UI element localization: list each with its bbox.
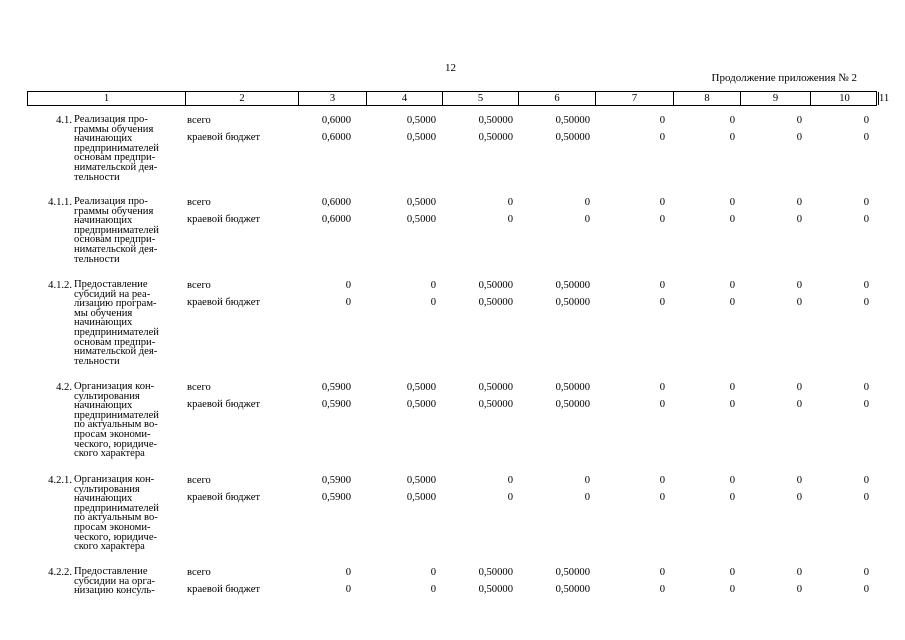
value-col-11: 0 bbox=[863, 132, 869, 143]
value-col-4: 0,6000 bbox=[321, 132, 351, 143]
value-col-6: 0,50000 bbox=[478, 399, 513, 410]
funding-source: краевой бюджет bbox=[187, 214, 261, 225]
row-description bbox=[74, 475, 186, 552]
value-col-10: 0 bbox=[796, 399, 802, 410]
value-col-6: 0,50000 bbox=[478, 567, 513, 578]
value-col-8: 0 bbox=[659, 214, 665, 225]
value-col-11: 0 bbox=[863, 399, 869, 410]
column-header-7: 7 bbox=[595, 92, 673, 105]
column-header-8: 8 bbox=[673, 92, 740, 105]
column-header-5: 5 bbox=[442, 92, 518, 105]
continuation-label: Продолжение приложения № 2 bbox=[711, 72, 857, 84]
value-col-5: 0 bbox=[430, 280, 436, 291]
description-line: Организация кон- bbox=[74, 381, 155, 392]
column-header-2: 2 bbox=[185, 92, 298, 105]
column-header-4: 4 bbox=[366, 92, 442, 105]
description-line: начинающих bbox=[74, 493, 133, 505]
description-line: начинающих bbox=[74, 400, 133, 412]
value-col-8: 0 bbox=[659, 197, 665, 208]
value-col-4: 0,5900 bbox=[321, 382, 351, 393]
value-col-8: 0 bbox=[659, 297, 665, 308]
value-col-4: 0 bbox=[345, 280, 351, 291]
value-col-4: 0,5900 bbox=[321, 475, 351, 486]
value-col-7: 0,50000 bbox=[555, 567, 590, 578]
value-col-7: 0,50000 bbox=[555, 584, 590, 595]
funding-source: краевой бюджет bbox=[187, 399, 261, 410]
row-number: 4.1.2. bbox=[48, 280, 72, 291]
value-col-4: 0 bbox=[345, 584, 351, 595]
value-col-6: 0,50000 bbox=[478, 280, 513, 291]
value-col-5: 0,5000 bbox=[406, 399, 436, 410]
value-col-11: 0 bbox=[863, 567, 869, 578]
value-col-5: 0,5000 bbox=[406, 132, 436, 143]
description-line: нимательской дея- bbox=[74, 243, 158, 255]
value-col-9: 0 bbox=[729, 492, 735, 503]
description-line: основам предпри- bbox=[74, 336, 156, 348]
value-col-6: 0 bbox=[507, 492, 513, 503]
value-col-5: 0,5000 bbox=[406, 382, 436, 393]
funding-source: всего bbox=[187, 280, 211, 291]
value-col-10: 0 bbox=[796, 475, 802, 486]
description-line: основам предпри- bbox=[74, 234, 156, 246]
description-line: нимательской дея- bbox=[74, 346, 158, 358]
row-description bbox=[74, 197, 186, 264]
description-line: по актуальным во- bbox=[74, 419, 158, 431]
value-col-11: 0 bbox=[863, 584, 869, 595]
value-col-4: 0,6000 bbox=[321, 115, 351, 126]
description-line: субсидий на реа- bbox=[74, 288, 151, 300]
page-number: 12 bbox=[445, 62, 456, 74]
value-col-5: 0,5000 bbox=[406, 214, 436, 225]
value-col-5: 0,5000 bbox=[406, 197, 436, 208]
funding-source: краевой бюджет bbox=[187, 584, 261, 595]
value-col-6: 0 bbox=[507, 475, 513, 486]
value-col-5: 0,5000 bbox=[406, 115, 436, 126]
description-line: Организация кон- bbox=[74, 474, 155, 485]
value-col-9: 0 bbox=[729, 399, 735, 410]
description-line: ского характера bbox=[74, 541, 145, 553]
value-col-11: 0 bbox=[863, 280, 869, 291]
value-col-10: 0 bbox=[796, 584, 802, 595]
value-col-6: 0,50000 bbox=[478, 382, 513, 393]
value-col-7: 0,50000 bbox=[555, 382, 590, 393]
description-line: сультирования bbox=[74, 483, 140, 495]
row-description bbox=[74, 567, 186, 596]
description-line: предпринимателей bbox=[74, 224, 159, 236]
value-col-9: 0 bbox=[729, 567, 735, 578]
value-col-10: 0 bbox=[796, 492, 802, 503]
value-col-5: 0,5000 bbox=[406, 492, 436, 503]
value-col-7: 0,50000 bbox=[555, 280, 590, 291]
table-header bbox=[27, 91, 890, 106]
value-col-6: 0,50000 bbox=[478, 115, 513, 126]
value-col-5: 0 bbox=[430, 584, 436, 595]
value-col-10: 0 bbox=[796, 115, 802, 126]
value-col-4: 0,6000 bbox=[321, 214, 351, 225]
description-line: Реализация про- bbox=[74, 114, 148, 125]
description-line: тельности bbox=[74, 253, 120, 265]
value-col-4: 0,5900 bbox=[321, 399, 351, 410]
value-col-6: 0 bbox=[507, 197, 513, 208]
value-col-8: 0 bbox=[659, 280, 665, 291]
value-col-10: 0 bbox=[796, 567, 802, 578]
description-line: ческого, юридиче- bbox=[74, 438, 158, 450]
row-description bbox=[74, 280, 186, 366]
funding-source: всего bbox=[187, 197, 211, 208]
value-col-4: 0,5900 bbox=[321, 492, 351, 503]
column-header-10: 10 bbox=[810, 92, 878, 105]
value-col-9: 0 bbox=[729, 297, 735, 308]
description-line: просам экономи- bbox=[74, 428, 151, 440]
description-line: тельности bbox=[74, 171, 120, 183]
value-col-9: 0 bbox=[729, 214, 735, 225]
description-line: субсидии на орга- bbox=[74, 575, 156, 587]
description-line: по актуальным во- bbox=[74, 512, 158, 524]
row-number: 4.1.1. bbox=[48, 197, 72, 208]
description-line: начинающих bbox=[74, 133, 133, 145]
value-col-4: 0,6000 bbox=[321, 197, 351, 208]
funding-source: краевой бюджет bbox=[187, 132, 261, 143]
value-col-11: 0 bbox=[863, 475, 869, 486]
value-col-7: 0 bbox=[584, 197, 590, 208]
value-col-10: 0 bbox=[796, 280, 802, 291]
description-line: Предоставление bbox=[74, 279, 148, 290]
value-col-4: 0 bbox=[345, 567, 351, 578]
value-col-6: 0,50000 bbox=[478, 584, 513, 595]
row-description bbox=[74, 382, 186, 459]
description-line: предпринимателей bbox=[74, 502, 159, 514]
description-line: граммы обучения bbox=[74, 123, 154, 135]
description-line: Реализация про- bbox=[74, 196, 148, 207]
value-col-11: 0 bbox=[863, 115, 869, 126]
value-col-4: 0 bbox=[345, 297, 351, 308]
row-number: 4.2. bbox=[56, 382, 72, 393]
value-col-10: 0 bbox=[796, 382, 802, 393]
value-col-7: 0 bbox=[584, 492, 590, 503]
description-line: мы обучения bbox=[74, 307, 133, 319]
description-line: Предоставление bbox=[74, 566, 148, 577]
funding-source: всего bbox=[187, 567, 211, 578]
value-col-6: 0 bbox=[507, 214, 513, 225]
description-line: предпринимателей bbox=[74, 409, 159, 421]
value-col-9: 0 bbox=[729, 115, 735, 126]
value-col-8: 0 bbox=[659, 132, 665, 143]
description-line: основам предпри- bbox=[74, 152, 156, 164]
value-col-6: 0,50000 bbox=[478, 297, 513, 308]
value-col-8: 0 bbox=[659, 115, 665, 126]
value-col-9: 0 bbox=[729, 132, 735, 143]
value-col-11: 0 bbox=[863, 214, 869, 225]
value-col-9: 0 bbox=[729, 475, 735, 486]
description-line: граммы обучения bbox=[74, 205, 154, 217]
description-line: тельности bbox=[74, 355, 120, 367]
value-col-7: 0,50000 bbox=[555, 115, 590, 126]
value-col-10: 0 bbox=[796, 197, 802, 208]
value-col-11: 0 bbox=[863, 197, 869, 208]
value-col-7: 0 bbox=[584, 214, 590, 225]
value-col-9: 0 bbox=[729, 584, 735, 595]
value-col-7: 0,50000 bbox=[555, 132, 590, 143]
value-col-8: 0 bbox=[659, 475, 665, 486]
value-col-10: 0 bbox=[796, 132, 802, 143]
value-col-8: 0 bbox=[659, 492, 665, 503]
description-line: начинающих bbox=[74, 317, 133, 329]
value-col-9: 0 bbox=[729, 197, 735, 208]
value-col-7: 0,50000 bbox=[555, 297, 590, 308]
value-col-10: 0 bbox=[796, 297, 802, 308]
description-line: ского характера bbox=[74, 448, 145, 460]
value-col-7: 0,50000 bbox=[555, 399, 590, 410]
value-col-8: 0 bbox=[659, 567, 665, 578]
value-col-11: 0 bbox=[863, 297, 869, 308]
value-col-5: 0 bbox=[430, 297, 436, 308]
value-col-11: 0 bbox=[863, 382, 869, 393]
value-col-5: 0 bbox=[430, 567, 436, 578]
value-col-9: 0 bbox=[729, 382, 735, 393]
value-col-11: 0 bbox=[863, 492, 869, 503]
funding-source: краевой бюджет bbox=[187, 297, 261, 308]
description-line: ческого, юридиче- bbox=[74, 531, 158, 543]
column-header-9: 9 bbox=[740, 92, 810, 105]
value-col-10: 0 bbox=[796, 214, 802, 225]
description-line: начинающих bbox=[74, 215, 133, 227]
funding-source: всего bbox=[187, 115, 211, 126]
description-line: низацию консуль- bbox=[74, 585, 155, 597]
column-header-3: 3 bbox=[298, 92, 366, 105]
value-col-5: 0,5000 bbox=[406, 475, 436, 486]
description-line: сультирования bbox=[74, 390, 140, 402]
funding-source: краевой бюджет bbox=[187, 492, 261, 503]
value-col-8: 0 bbox=[659, 584, 665, 595]
row-number: 4.1. bbox=[56, 115, 72, 126]
column-header-6: 6 bbox=[518, 92, 595, 105]
value-col-8: 0 bbox=[659, 382, 665, 393]
row-description bbox=[74, 115, 186, 182]
value-col-7: 0 bbox=[584, 475, 590, 486]
funding-source: всего bbox=[187, 475, 211, 486]
row-number: 4.2.1. bbox=[48, 475, 72, 486]
description-line: предпринимателей bbox=[74, 142, 159, 154]
description-line: лизацию програм- bbox=[74, 298, 157, 310]
description-line: нимательской дея- bbox=[74, 161, 158, 173]
value-col-6: 0,50000 bbox=[478, 132, 513, 143]
column-header-1: 1 bbox=[103, 93, 110, 104]
description-line: просам экономи- bbox=[74, 521, 151, 533]
row-number: 4.2.2. bbox=[48, 567, 72, 578]
column-header-11: 11 bbox=[879, 93, 890, 104]
value-col-9: 0 bbox=[729, 280, 735, 291]
value-col-8: 0 bbox=[659, 399, 665, 410]
funding-source: всего bbox=[187, 382, 211, 393]
description-line: предпринимателей bbox=[74, 326, 159, 338]
